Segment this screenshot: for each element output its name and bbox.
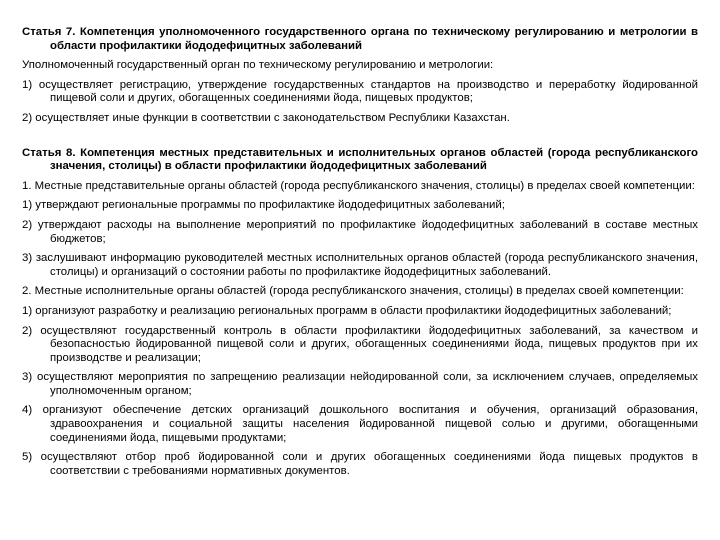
- article-8-paragraph-2: 2. Местные исполнительные органы областей (города республиканского значения, столицы) в пределах своей компетенции:: [22, 285, 684, 298]
- article-8-paragraph-1: 1. Местные представительные органы областей (города республиканского значения, столицы) в пределах своей компетенции:: [22, 179, 695, 192]
- article-7-intro: Уполномоченный государственный орган по техническому регулированию и метрологии:: [22, 59, 494, 72]
- article-8-heading: Статья 8. Компетенция местных представительных и исполнительных органов областей (города республиканского значения, столицы) в области профилактики йододефицитных заболеваний: [22, 146, 698, 173]
- article-8-p1-item: 2) утверждают расходы на выполнение мероприятий по профилактике йододефицитных заболеваний в составе местных бюджетов;: [22, 218, 698, 245]
- article-8-p2-item: 2) осуществляют государственный контроль в области профилактики йододефицитных заболеваний, за качеством и безопасностью йодированной пищевой соли и других, обогащенных соединениями йода, пищевых продуктов при их производстве и реализации;: [22, 324, 698, 364]
- article-7-item: 2) осуществляет иные функции в соответствии с законодательством Республики Казахстан.: [22, 111, 510, 124]
- article-8-p1-item: 1) утверждают региональные программы по профилактике йододефицитных заболеваний;: [22, 199, 505, 212]
- article-8-p2-item: 4) организуют обеспечение детских организаций дошкольного воспитания и обучения, организаций образования, здравоохранения и социальной защиты населения йодированной пищевой солью и другими, обогащенными соединениями йода, пищевыми продуктами;: [22, 404, 698, 444]
- article-8-p1-item: 3) заслушивают информацию руководителей местных исполнительных органов областей (города республиканского значения, столицы) и организаций о состоянии работы по профилактике йододефицитных заболеваний.: [22, 252, 698, 278]
- article-8-p2-item: 1) организуют разработку и реализацию региональных программ в области профилактики йододефицитных заболеваний;: [22, 304, 672, 317]
- article-8-p2-item: 3) осуществляют мероприятия по запрещению реализации нейодированной соли, за исключением случаев, определяемых уполномоченным органом;: [22, 371, 698, 397]
- article-7-item: 1) осуществляет регистрацию, утверждение государственных стандартов на производство и переработку йодированной пищевой соли и других, обогащенных соединениями йода, пищевых продуктов;: [22, 78, 698, 105]
- article-8-p2-item: 5) осуществляют отбор проб йодированной соли и других обогащенных соединениями йода пищевых продуктов в соответствии с требованиями нормативных документов.: [22, 451, 698, 477]
- article-7-heading: Статья 7. Компетенция уполномоченного государственного органа по техническому регулированию и метрологии в области профилактики йододефицитных заболеваний: [22, 26, 698, 52]
